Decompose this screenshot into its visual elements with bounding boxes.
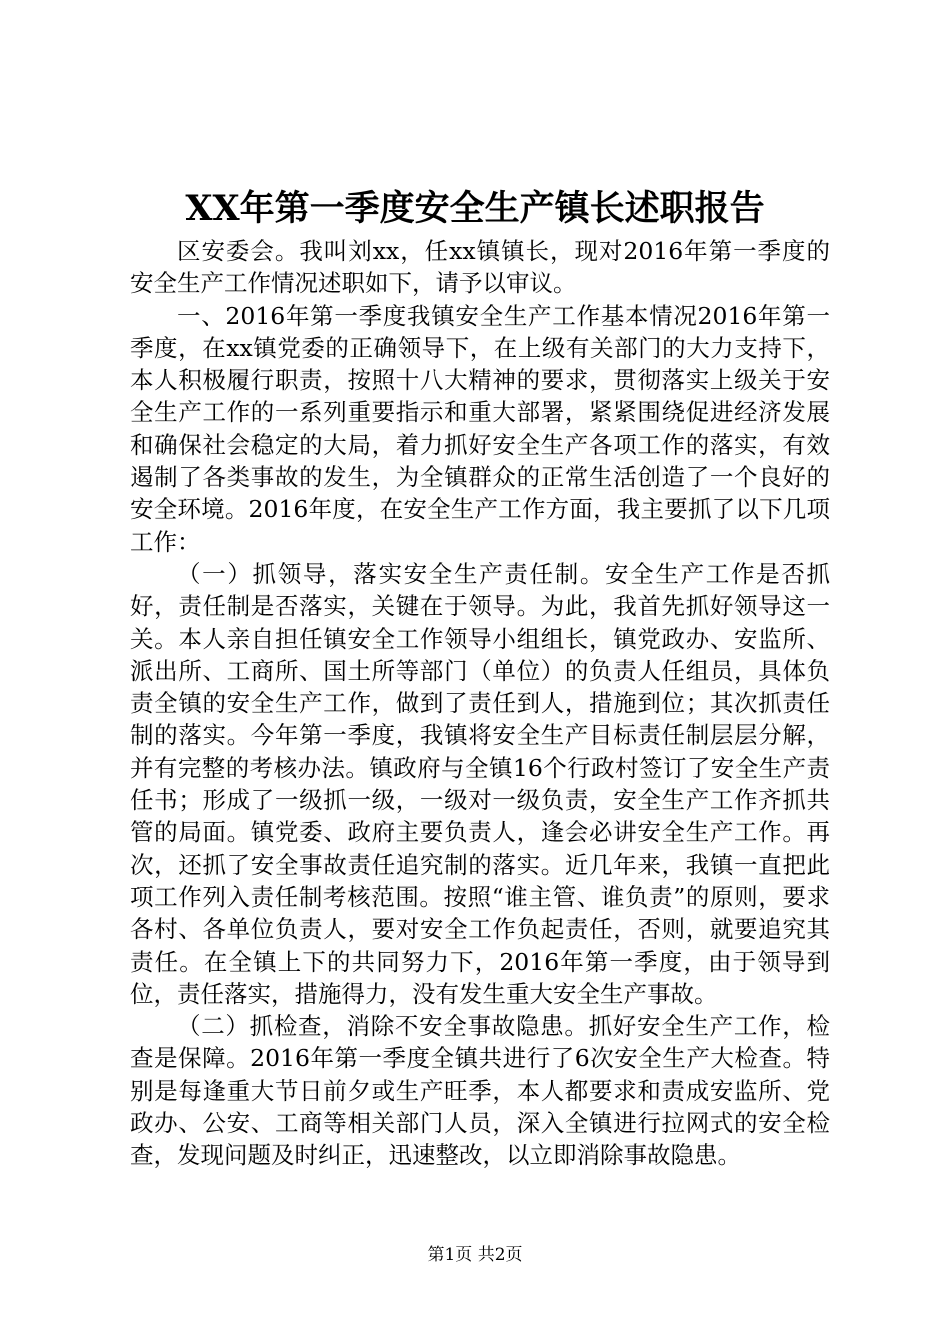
paragraph-item-two: （二）抓检查，消除不安全事故隐患。抓好安全生产工作，检查是保障。2016年第一季度全镇共进行了6次安全生产大检查。特别是每逢重大节日前夕或生产旺季，本人都要求和责成安监所、党政办、公安、工商等相关部门人员，深入全镇进行拉网式的安全检查，发现问题及时纠正，迅速整改，以立即消除事故隐患。 [130,1012,830,1170]
page-number-footer: 第1页 共2页 [427,1245,523,1265]
paragraph-section-one: 一、2016年第一季度我镇安全生产工作基本情况2016年第一季度，在xx镇党委的正确领导下，在上级有关部门的大力支持下，本人积极履行职责，按照十八大精神的要求，贯彻落实上级关于安全生产工作的一系列重要指示和重大部署，紧紧围绕促进经济发展和确保社会稳定的大局，着力抓好安全生产各项工作的落实，有效遏制了各类事故的发生，为全镇群众的正常生活创造了一个良好的安全环境。2016年度，在安全生产工作方面，我主要抓了以下几项工作： [130,301,830,556]
document-body [130,235,830,1172]
paragraph-intro: 区安委会。我叫刘xx，任xx镇镇长，现对2016年第一季度的安全生产工作情况述职如下，请予以审议。 [130,237,830,298]
document-title: XX年第一季度安全生产镇长述职报告 [185,188,765,229]
paragraph-item-one: （一）抓领导，落实安全生产责任制。安全生产工作是否抓好，责任制是否落实，关键在于领导。为此，我首先抓好领导这一关。本人亲自担任镇安全工作领导小组组长，镇党政办、安监所、派出所、工商所、国土所等部门（单位）的负责人任组员，具体负责全镇的安全生产工作，做到了责任到人，措施到位；其次抓责任制的落实。今年第一季度，我镇将安全生产目标责任制层层分解，并有完整的考核办法。镇政府与全镇16个行政村签订了安全生产责任书；形成了一级抓一级，一级对一级负责，安全生产工作齐抓共管的局面。镇党委、政府主要负责人，逢会必讲安全生产工作。再次，还抓了安全事故责任追究制的落实。近几年来，我镇一直把此项工作列入责任制考核范围。按照“谁主管、谁负责”的原则，要求各村、各单位负责人，要对安全工作负起责任，否则，就要追究其责任。在全镇上下的共同努力下，2016年第一季度，由于领导到位，责任落实，措施得力，没有发生重大安全生产事故。 [130,559,830,1008]
